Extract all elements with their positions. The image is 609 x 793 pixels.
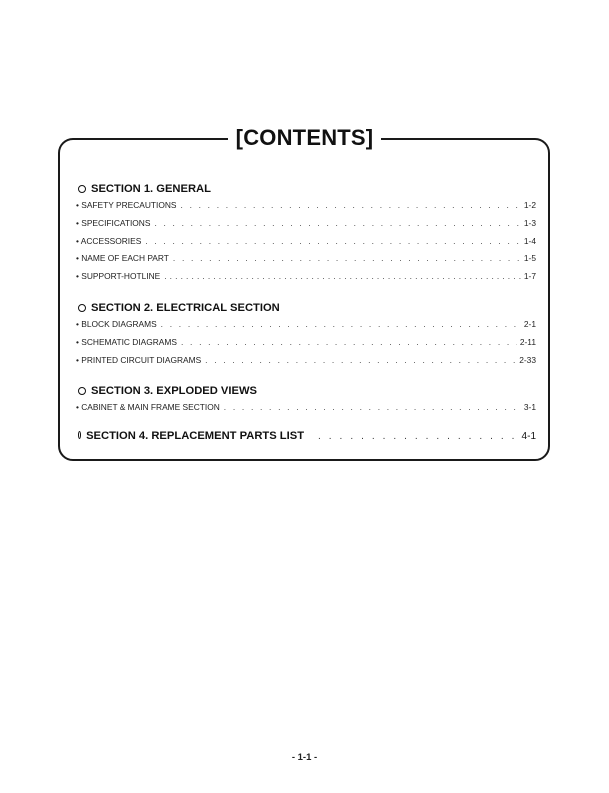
leader-dots	[304, 431, 519, 442]
leader-dots	[181, 337, 517, 347]
leader-dots	[224, 402, 521, 412]
circle-bullet-icon	[78, 304, 86, 312]
toc-entry-page: 1-3	[523, 217, 536, 228]
page-number: - 1-1 -	[291, 752, 318, 763]
leader-dots	[205, 355, 516, 365]
section-heading-label: SECTION 2. ELECTRICAL SECTION	[91, 301, 280, 314]
section-heading-label: SECTION 1. GENERAL	[91, 183, 211, 195]
section-heading-label: SECTION 4. REPLACEMENT PARTS LIST	[86, 430, 305, 443]
toc-entry-label: • NAME OF EACH PART	[76, 253, 169, 264]
section-heading[interactable]	[76, 299, 536, 317]
toc-entry[interactable]	[76, 355, 536, 373]
section-heading[interactable]	[76, 382, 536, 400]
toc-entry-label: • BLOCK DIAGRAMS	[76, 318, 157, 329]
toc-entry-page: 2-1	[523, 318, 536, 329]
circle-bullet-icon	[78, 387, 86, 395]
section-2	[76, 299, 536, 372]
toc-entry-label: • SAFETY PRECAUTIONS	[76, 200, 177, 210]
toc-entry-page: 1-5	[523, 253, 536, 264]
toc-entry-page: 4-1	[521, 431, 536, 443]
leader-dots	[181, 200, 521, 210]
toc-entry[interactable]	[76, 319, 536, 337]
leader-dots	[173, 253, 521, 263]
circle-bullet-icon	[78, 431, 81, 439]
toc-list	[76, 180, 536, 448]
toc-entry-label: • SPECIFICATIONS	[76, 217, 151, 228]
toc-entry[interactable]	[76, 218, 536, 236]
toc-entry-label: • PRINTED CIRCUIT DIAGRAMS	[76, 354, 202, 365]
toc-entry[interactable]	[76, 271, 536, 289]
toc-entry[interactable]	[76, 337, 536, 355]
leader-dots	[161, 319, 521, 329]
section-3	[76, 382, 536, 420]
toc-entry-page: 1-4	[523, 235, 536, 246]
toc-entry-page: 2-11	[519, 336, 536, 347]
toc-entry-label: • ACCESSORIES	[76, 235, 142, 246]
toc-entry-page: 3-1	[523, 402, 536, 413]
leader-dots	[154, 218, 520, 228]
section-1	[76, 180, 536, 289]
toc-entry[interactable]	[76, 236, 536, 254]
toc-entry[interactable]	[76, 402, 536, 420]
contents-title-wrap	[0, 123, 609, 153]
toc-entry-page: 2-33	[519, 354, 536, 365]
section-4[interactable]	[76, 430, 536, 448]
toc-entry[interactable]	[76, 200, 536, 218]
toc-entry-label: • SCHEMATIC DIAGRAMS	[76, 336, 177, 347]
section-heading[interactable]	[76, 180, 536, 198]
toc-entry-page: 1-7	[523, 271, 536, 282]
section-heading-label: SECTION 3. EXPLODED VIEWS	[91, 385, 257, 398]
contents-title: [CONTENTS]	[228, 123, 382, 153]
leader-dots	[164, 271, 521, 281]
toc-entry-page: 1-2	[523, 200, 536, 210]
toc-entry-label: • SUPPORT-HOTLINE	[76, 271, 161, 282]
leader-dots	[145, 236, 521, 246]
circle-bullet-icon	[78, 185, 86, 193]
toc-entry-label: • CABINET & MAIN FRAME SECTION	[76, 402, 220, 413]
toc-entry[interactable]	[76, 253, 536, 271]
